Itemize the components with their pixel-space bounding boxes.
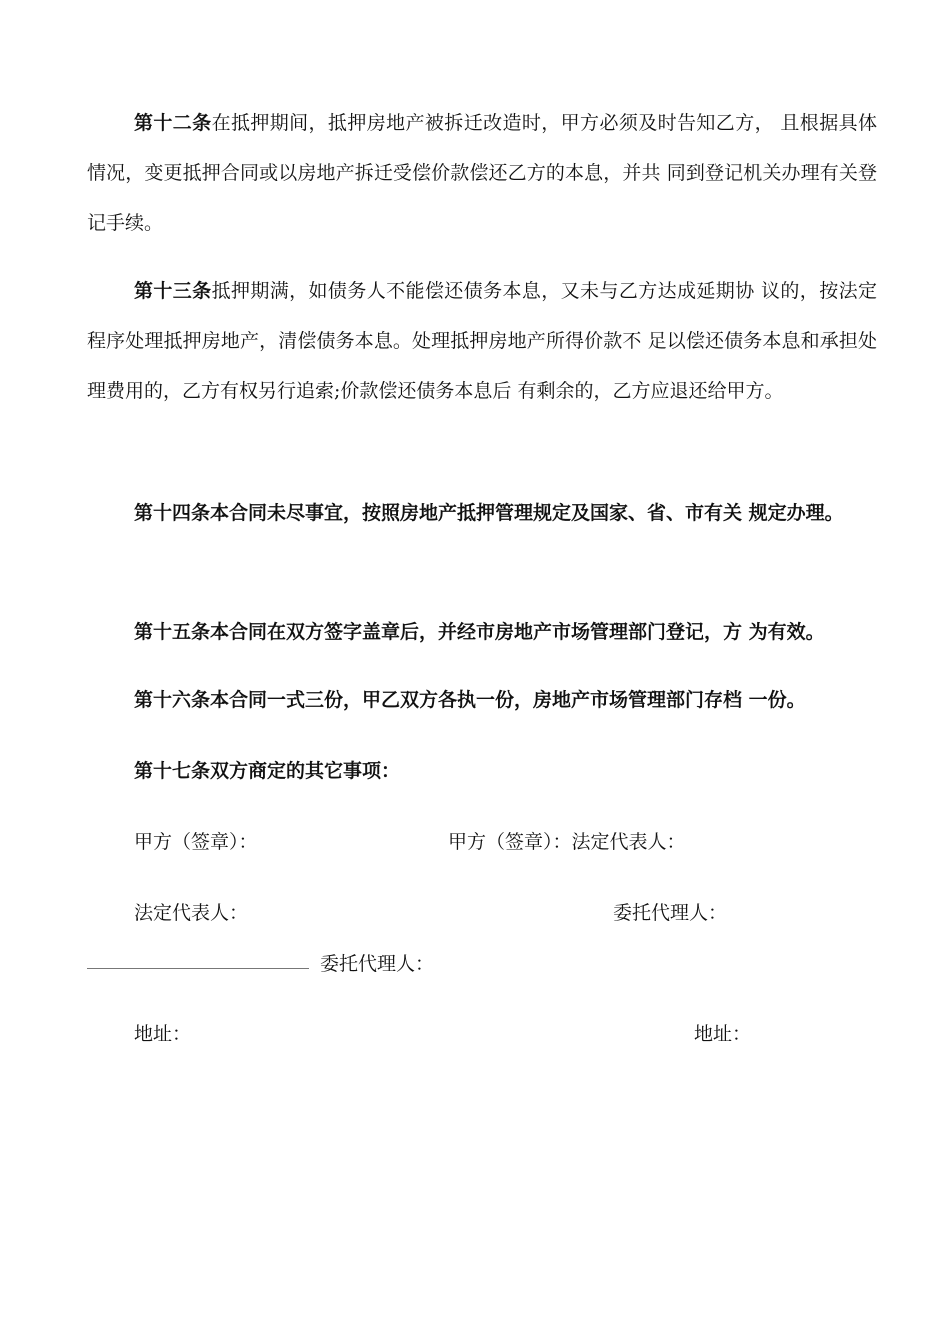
- article-15: 第十五条本合同在双方签字盖章后，并经市房地产市场管理部门登记，方 为有效。: [134, 621, 825, 643]
- address-right: 地址：: [694, 1023, 752, 1045]
- article-16: 第十六条本合同一式三份，甲乙双方各执一份，房地产市场管理部门存档 一份。: [134, 689, 806, 711]
- article-12: [87, 98, 877, 248]
- article-12-heading: 第十二条: [134, 112, 212, 134]
- signature-blank-line: [87, 968, 309, 969]
- address-left: 地址：: [134, 1023, 192, 1045]
- legal-representative: 法定代表人：: [134, 902, 249, 924]
- article-13-heading: 第十三条: [134, 280, 212, 302]
- agent-right: 委托代理人：: [613, 902, 728, 924]
- article-17: 第十七条双方商定的其它事项：: [134, 760, 401, 782]
- article-14: 第十四条本合同未尽事宜，按照房地产抵押管理规定及国家、省、市有关 规定办理。: [134, 502, 844, 524]
- party-a-seal-left: 甲方（签章）：: [134, 831, 258, 853]
- article-13: [87, 266, 877, 416]
- article-12-body: 在抵押期间，抵押房地产被拆迁改造时，甲方必须及时告知乙方， 且根据具体情况，变更抵押合同或以房地产拆迁受偿价款偿还乙方的本息，并共 同到登记机关办理有关登记手续。: [87, 112, 877, 234]
- party-a-seal-right: 甲方（签章）：法定代表人：: [448, 831, 686, 853]
- agent-left: 委托代理人：: [320, 953, 435, 975]
- article-13-body: 抵押期满，如债务人不能偿还债务本息，又未与乙方达成延期协 议的，按法定程序处理抵押房地产，清偿债务本息。处理抵押房地产所得价款不 足以偿还债务本息和承担处理费用的，乙方有权另行追索;价款偿还债务本息后 有剩余的，乙方应退还给甲方。: [87, 280, 877, 402]
